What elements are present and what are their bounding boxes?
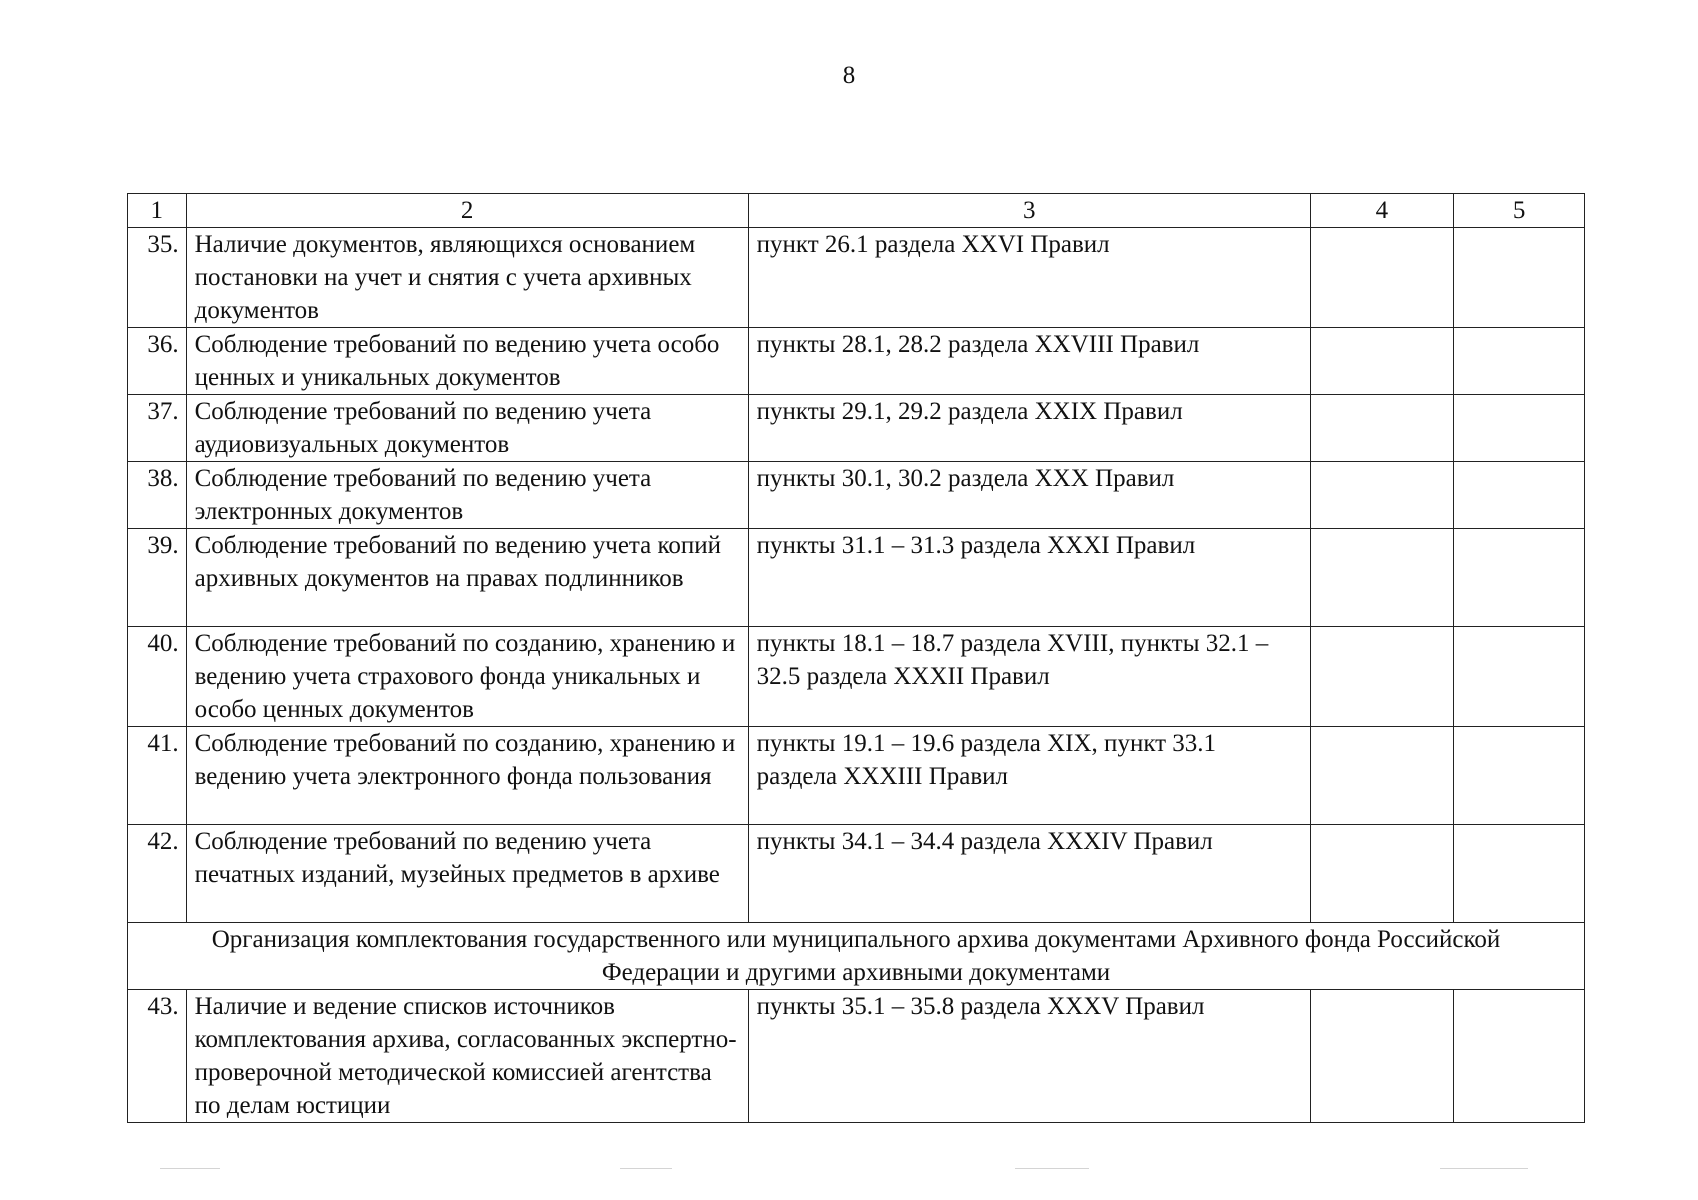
table-header-row — [128, 194, 1585, 228]
scan-mark — [620, 1168, 672, 1169]
requirement-text: Наличие документов, являющихся основанием постановки на учет и снятия с учета архивных документов — [186, 228, 748, 328]
item-number: 39. — [128, 529, 187, 627]
col4-cell — [1310, 228, 1453, 328]
reference-text: пункты 28.1, 28.2 раздела XXVIII Правил — [748, 328, 1310, 395]
col4-cell — [1310, 395, 1453, 462]
table-row — [128, 727, 1585, 825]
item-number: 38. — [128, 462, 187, 529]
reference-text: пункты 34.1 – 34.4 раздела XXXIV Правил — [748, 825, 1310, 923]
reference-text: пункты 31.1 – 31.3 раздела XXXI Правил — [748, 529, 1310, 627]
col5-cell — [1454, 228, 1585, 328]
item-number: 40. — [128, 627, 187, 727]
header-cell-col3: 3 — [748, 194, 1310, 228]
col4-cell — [1310, 727, 1453, 825]
col5-cell — [1454, 825, 1585, 923]
page-number: 8 — [842, 62, 856, 89]
header-cell-col1: 1 — [128, 194, 187, 228]
col4-cell — [1310, 462, 1453, 529]
table-row — [128, 462, 1585, 529]
item-number: 36. — [128, 328, 187, 395]
header-cell-col4: 4 — [1310, 194, 1453, 228]
requirement-text: Соблюдение требований по ведению учета копий архивных документов на правах подлинников — [186, 529, 748, 627]
reference-text: пункты 30.1, 30.2 раздела XXX Правил — [748, 462, 1310, 529]
header-cell-col2: 2 — [186, 194, 748, 228]
requirement-text: Соблюдение требований по ведению учета особо ценных и уникальных документов — [186, 328, 748, 395]
section-title: Организация комплектования государственного или муниципального архива документами Архивного фонда Российской Федерации и другими архивными документами — [128, 923, 1585, 990]
col5-cell — [1454, 328, 1585, 395]
col5-cell — [1454, 462, 1585, 529]
table-row — [128, 228, 1585, 328]
scan-footer-marks — [0, 1168, 1698, 1172]
col4-cell — [1310, 328, 1453, 395]
reference-text: пункты 19.1 – 19.6 раздела XIX, пункт 33.1 раздела XXXIII Правил — [748, 727, 1310, 825]
scan-mark — [1440, 1168, 1528, 1169]
col5-cell — [1454, 990, 1585, 1123]
requirement-text: Наличие и ведение списков источников комплектования архива, согласованных экспертно-проверочной методической комиссией агентства по делам юстиции — [186, 990, 748, 1123]
table-row — [128, 395, 1585, 462]
header-cell-col5: 5 — [1454, 194, 1585, 228]
reference-text: пункт 26.1 раздела XXVI Правил — [748, 228, 1310, 328]
col5-cell — [1454, 395, 1585, 462]
inspection-table — [127, 193, 1585, 1123]
requirement-text: Соблюдение требований по ведению учета электронных документов — [186, 462, 748, 529]
requirement-text: Соблюдение требований по ведению учета аудиовизуальных документов — [186, 395, 748, 462]
reference-text: пункты 18.1 – 18.7 раздела XVIII, пункты 32.1 – 32.5 раздела XXXII Правил — [748, 627, 1310, 727]
col5-cell — [1454, 627, 1585, 727]
requirement-text: Соблюдение требований по созданию, хранению и ведению учета электронного фонда пользования — [186, 727, 748, 825]
col5-cell — [1454, 529, 1585, 627]
scan-mark — [1015, 1168, 1089, 1169]
col4-cell — [1310, 990, 1453, 1123]
table-section-row — [128, 923, 1585, 990]
reference-text: пункты 35.1 – 35.8 раздела XXXV Правил — [748, 990, 1310, 1123]
table-row — [128, 627, 1585, 727]
item-number: 41. — [128, 727, 187, 825]
table-row — [128, 328, 1585, 395]
col4-cell — [1310, 529, 1453, 627]
col4-cell — [1310, 825, 1453, 923]
table-row — [128, 990, 1585, 1123]
item-number: 42. — [128, 825, 187, 923]
item-number: 43. — [128, 990, 187, 1123]
reference-text: пункты 29.1, 29.2 раздела XXIX Правил — [748, 395, 1310, 462]
item-number: 37. — [128, 395, 187, 462]
col4-cell — [1310, 627, 1453, 727]
requirement-text: Соблюдение требований по ведению учета печатных изданий, музейных предметов в архиве — [186, 825, 748, 923]
col5-cell — [1454, 727, 1585, 825]
table-body — [128, 194, 1585, 1123]
requirement-text: Соблюдение требований по созданию, хранению и ведению учета страхового фонда уникальных и особо ценных документов — [186, 627, 748, 727]
item-number: 35. — [128, 228, 187, 328]
table-row — [128, 825, 1585, 923]
table-row — [128, 529, 1585, 627]
scan-mark — [160, 1168, 220, 1169]
